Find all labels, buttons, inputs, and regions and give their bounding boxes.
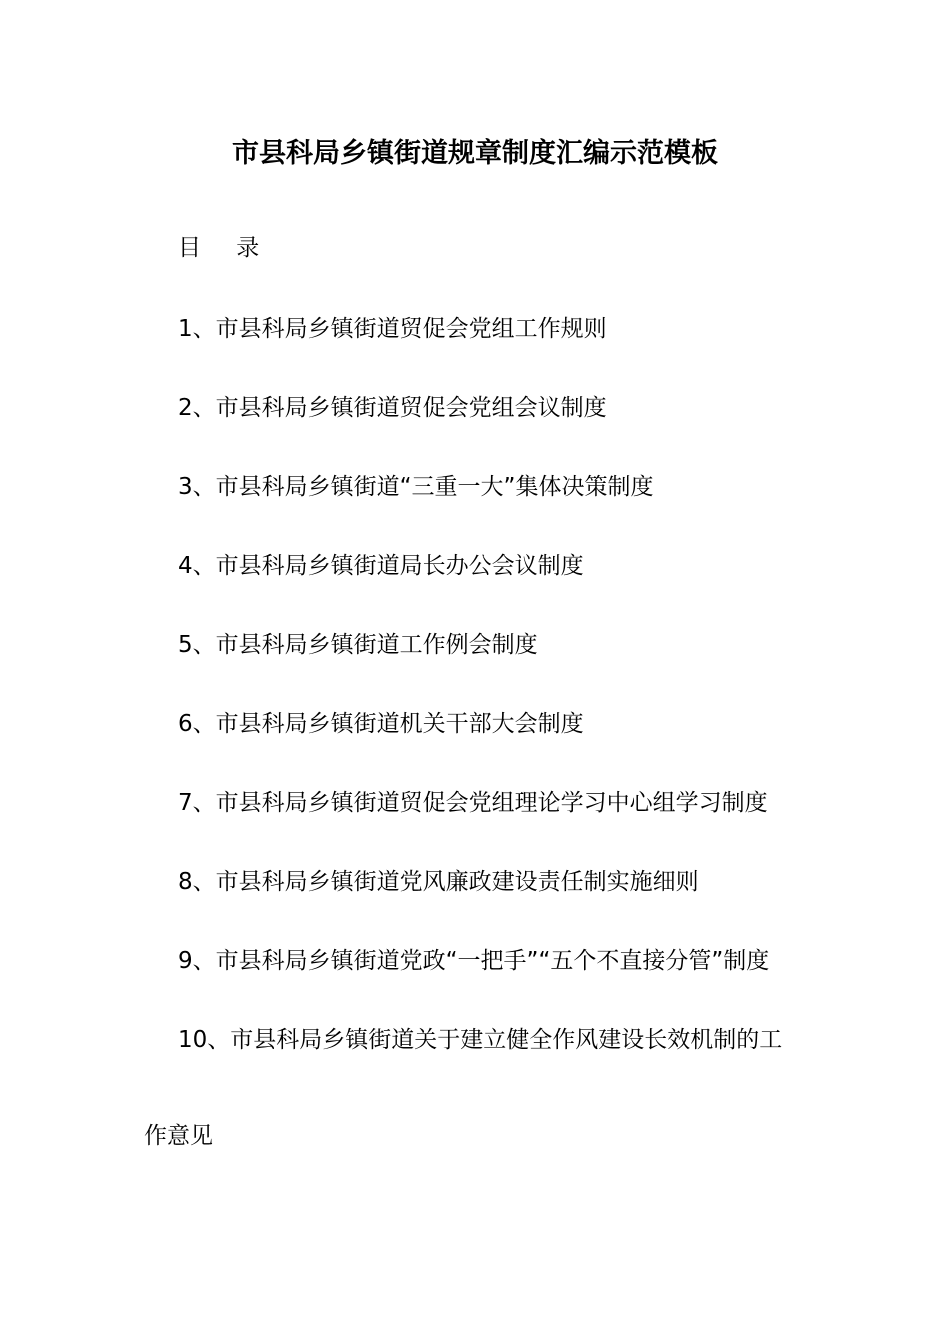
toc-item: 5、市县科局乡镇街道工作例会制度 (178, 632, 538, 658)
toc-item: 7、市县科局乡镇街道贸促会党组理论学习中心组学习制度 (178, 790, 768, 816)
toc-heading: 目 录 (178, 235, 274, 261)
toc-item-continuation: 作意见 (144, 1123, 213, 1149)
toc-item: 9、市县科局乡镇街道党政“一把手”“五个不直接分管”制度 (178, 948, 770, 974)
document-title: 市县科局乡镇街道规章制度汇编示范模板 (232, 138, 718, 169)
toc-item: 6、市县科局乡镇街道机关干部大会制度 (178, 711, 584, 737)
toc-item: 2、市县科局乡镇街道贸促会党组会议制度 (178, 395, 607, 421)
toc-item: 3、市县科局乡镇街道“三重一大”集体决策制度 (178, 474, 654, 500)
toc-item: 10、市县科局乡镇街道关于建立健全作风建设长效机制的工 (178, 1027, 783, 1053)
toc-item: 8、市县科局乡镇街道党风廉政建设责任制实施细则 (178, 869, 699, 895)
toc-item: 4、市县科局乡镇街道局长办公会议制度 (178, 553, 584, 579)
toc-item: 1、市县科局乡镇街道贸促会党组工作规则 (178, 316, 607, 342)
